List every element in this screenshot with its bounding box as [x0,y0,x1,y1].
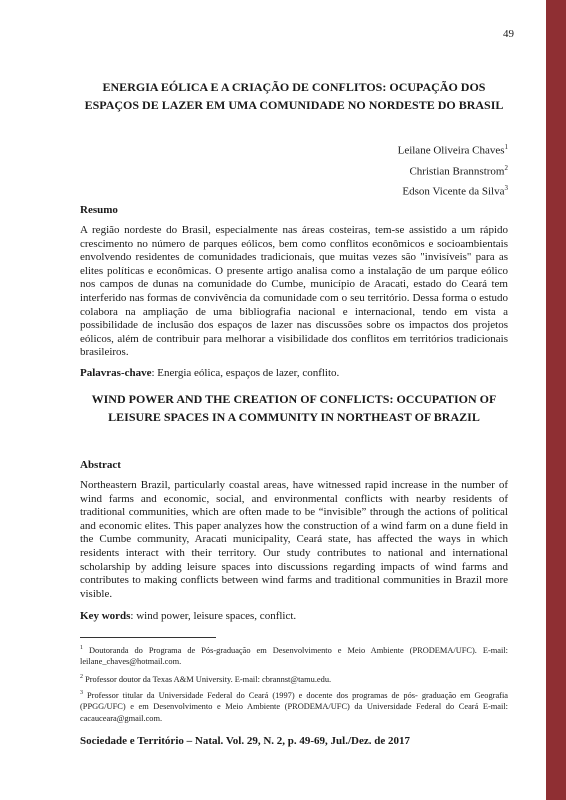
journal-footer: Sociedade e Território – Natal. Vol. 29, N. 2, p. 49-69, Jul./Dez. de 2017 [80,735,410,747]
author-list [398,139,508,201]
resumo-heading: Resumo [80,204,118,216]
footnote-3: $^3$ Professor titular da Universidade Federal do Ceará (1997) e docente dos programas de pós- graduação em Geografia (PPGG/UFC) e em Desenvolvimento e Meio Ambiente (PRODEMA/UFC) da Universidade Federal do Ceará E-mail: cacauceara@gmail.com. [80,690,508,723]
author-3: Edson Vicente da Silva$^3$ [402,184,508,198]
author-1: Leilane Oliveira Chaves$^1$ [397,143,508,157]
footnote-divider [80,637,216,638]
abstract-text: Northeastern Brazil, particularly coastal areas, have witnessed rapid increase in the number of wind farms and economic, social, and environmental conflicts with nearby residents of traditional communities, which are often made to be “invisible” through the actions of political and economic elites. This paper analyzes how the construction of a wind farm on a dune field in the Cumbe community, Aracati municipality, Ceará state, has affected the ways in which residents interact with their territory. Our study contributes to national and international scholarship by adding leisure spaces into discussions regarding impacts of wind farms and contributes to making conflicts between wind farms and traditional communities in Brazil more visible. [80,479,508,600]
footnote-1: $^1$ Doutoranda do Programa de Pós-graduação em Desenvolvimento e Meio Ambiente (PRODEMA/UFC). E-mail: leilane_chaves@hotmail.com. [80,645,508,667]
resumo-text: A região nordeste do Brasil, especialmente nas áreas costeiras, tem-se assistido a um rápido crescimento no número de parques eólicos, bem como conflitos econômicos e socioambientais envolvendo residentes de comunidades tradicionais, que muitas vezes são "invisíveis" para as elites políticas e econômicas. O presente artigo analisa como a instalação de um parque eólico nos campos de dunas na comunidade do Cumbe, município de Aracati, estado do Ceará tem interferido nas formas de convivência da comunidade com o seu território. Dessa forma o estudo colabora na ampliação de uma bibliografia nacional e internacional, tendo em vista a possibilidade de inclusão dos espaços de lazer nas discussões sobre os impactos dos projetos eólicos, além de contribuir para melhorar a visibilidade dos conflitos em territórios tradicionais brasileiros. [80,224,508,359]
footnote-2: $^2$ Professor doutor da Texas A&M University. E-mail: cbrannst@tamu.edu. [80,674,332,684]
abstract-heading: Abstract [80,459,121,471]
title-english: WIND POWER AND THE CREATION OF CONFLICTS: OCCUPATION OF LEISURE SPACES IN A COMMUNITY IN NORTHEAST OF BRAZIL [91,392,497,424]
side-color-band [546,0,566,800]
author-2: Christian Brannstrom$^2$ [409,163,508,178]
page-number: 49 [503,28,514,40]
title-portuguese: ENERGIA EÓLICA E A CRIAÇÃO DE CONFLITOS: OCUPAÇÃO DOS ESPAÇOS DE LAZER EM UMA COMUNIDADE NO NORDESTE DO BRASIL [84,80,504,112]
key-words: Key words: wind power, leisure spaces, conflict. [80,610,297,622]
palavras-chave: Palavras-chave: Energia eólica, espaços de lazer, conflito. [80,367,340,379]
